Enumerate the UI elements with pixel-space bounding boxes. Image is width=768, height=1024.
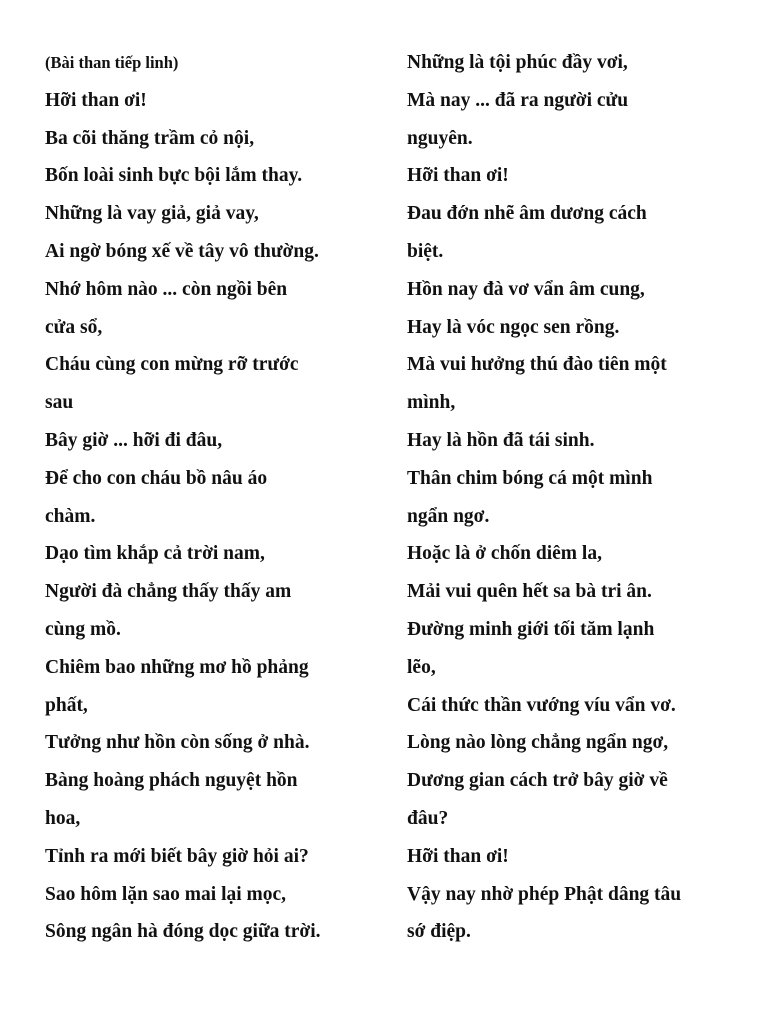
poem-line: Những là tội phúc đầy vơi, — [407, 52, 628, 73]
poem-line: Dương gian cách trở bây giờ về — [407, 770, 668, 792]
poem-line: Cháu cùng con mừng rỡ trước — [45, 354, 299, 376]
right-column — [407, 44, 737, 951]
poem-line: chàm. — [45, 505, 96, 527]
poem-line: Bàng hoàng phách nguyệt hồn — [45, 770, 298, 792]
poem-line: biệt. — [407, 240, 444, 262]
poem-line: Cái thức thần vướng víu vẩn vơ. — [407, 694, 676, 716]
poem-line: hoa, — [45, 807, 81, 829]
poem-line: Bây giờ ... hỡi đi đâu, — [45, 429, 223, 451]
left-column — [45, 44, 375, 951]
poem-line: Sao hôm lặn sao mai lại mọc, — [45, 883, 287, 905]
poem-line: Lòng nào lòng chẳng ngẩn ngơ, — [407, 732, 669, 754]
poem-line: Người đà chẳng thấy thấy am — [45, 581, 292, 603]
poem-line: Hồn nay đà vơ vẩn âm cung, — [407, 278, 645, 300]
poem-line: sau — [45, 392, 74, 414]
poem-line: Hỡi than ơi! — [407, 165, 509, 187]
poem-line: Đường minh giới tối tăm lạnh — [407, 618, 655, 640]
poem-line: Đau đớn nhẽ âm dương cách — [407, 203, 647, 225]
poem-line: Tưởng như hồn còn sống ở nhà. — [45, 732, 310, 754]
poem-line: Mà nay ... đã ra người cửu — [407, 89, 629, 111]
poem-line: Chiêm bao những mơ hồ phảng — [45, 656, 309, 678]
poem-line: Để cho con cháu bồ nâu áo — [45, 467, 268, 489]
poem-line: đâu? — [407, 807, 449, 829]
poem-line: Mà vui hưởng thú đào tiên một — [407, 354, 667, 376]
poem-line: Nhớ hôm nào ... còn ngồi bên — [45, 278, 288, 300]
poem-line: mình, — [407, 392, 456, 414]
poem-line: Hoặc là ở chốn diêm la, — [407, 543, 602, 565]
poem-line: Vậy nay nhờ phép Phật dâng tâu — [407, 883, 682, 905]
poem-line: Ai ngờ bóng xế về tây vô thường. — [45, 240, 319, 262]
poem-line: Tỉnh ra mới biết bây giờ hỏi ai? — [45, 845, 309, 867]
poem-line: phất, — [45, 694, 88, 716]
poem-line: Hay là hồn đã tái sinh. — [407, 429, 595, 451]
poem-line: Hỡi than ơi! — [407, 845, 509, 867]
poem-line: nguyên. — [407, 127, 473, 149]
poem-line: (Bài than tiếp linh) — [45, 53, 179, 72]
poem-line: Bốn loài sinh bực bội lắm thay. — [45, 165, 303, 187]
poem-line: Mải vui quên hết sa bà tri ân. — [407, 581, 652, 603]
poem-line: sớ điệp. — [407, 921, 471, 943]
poem-line: Hỡi than ơi! — [45, 89, 147, 111]
poem-line: cùng mồ. — [45, 618, 121, 640]
poem-line: Sông ngân hà đóng dọc giữa trời. — [45, 921, 321, 943]
poem-line: Hay là vóc ngọc sen rồng. — [407, 316, 620, 338]
poem-line: Thân chim bóng cá một mình — [407, 467, 653, 489]
poem-line: lẽo, — [407, 656, 436, 678]
poem-line: Dạo tìm khắp cả trời nam, — [45, 543, 265, 565]
poem-line: Ba cõi thăng trầm cỏ nội, — [45, 127, 255, 149]
poem-line: cửa sổ, — [45, 316, 103, 338]
poem-line: ngẩn ngơ. — [407, 505, 490, 527]
poem-line: Những là vay giả, giả vay, — [45, 203, 259, 225]
